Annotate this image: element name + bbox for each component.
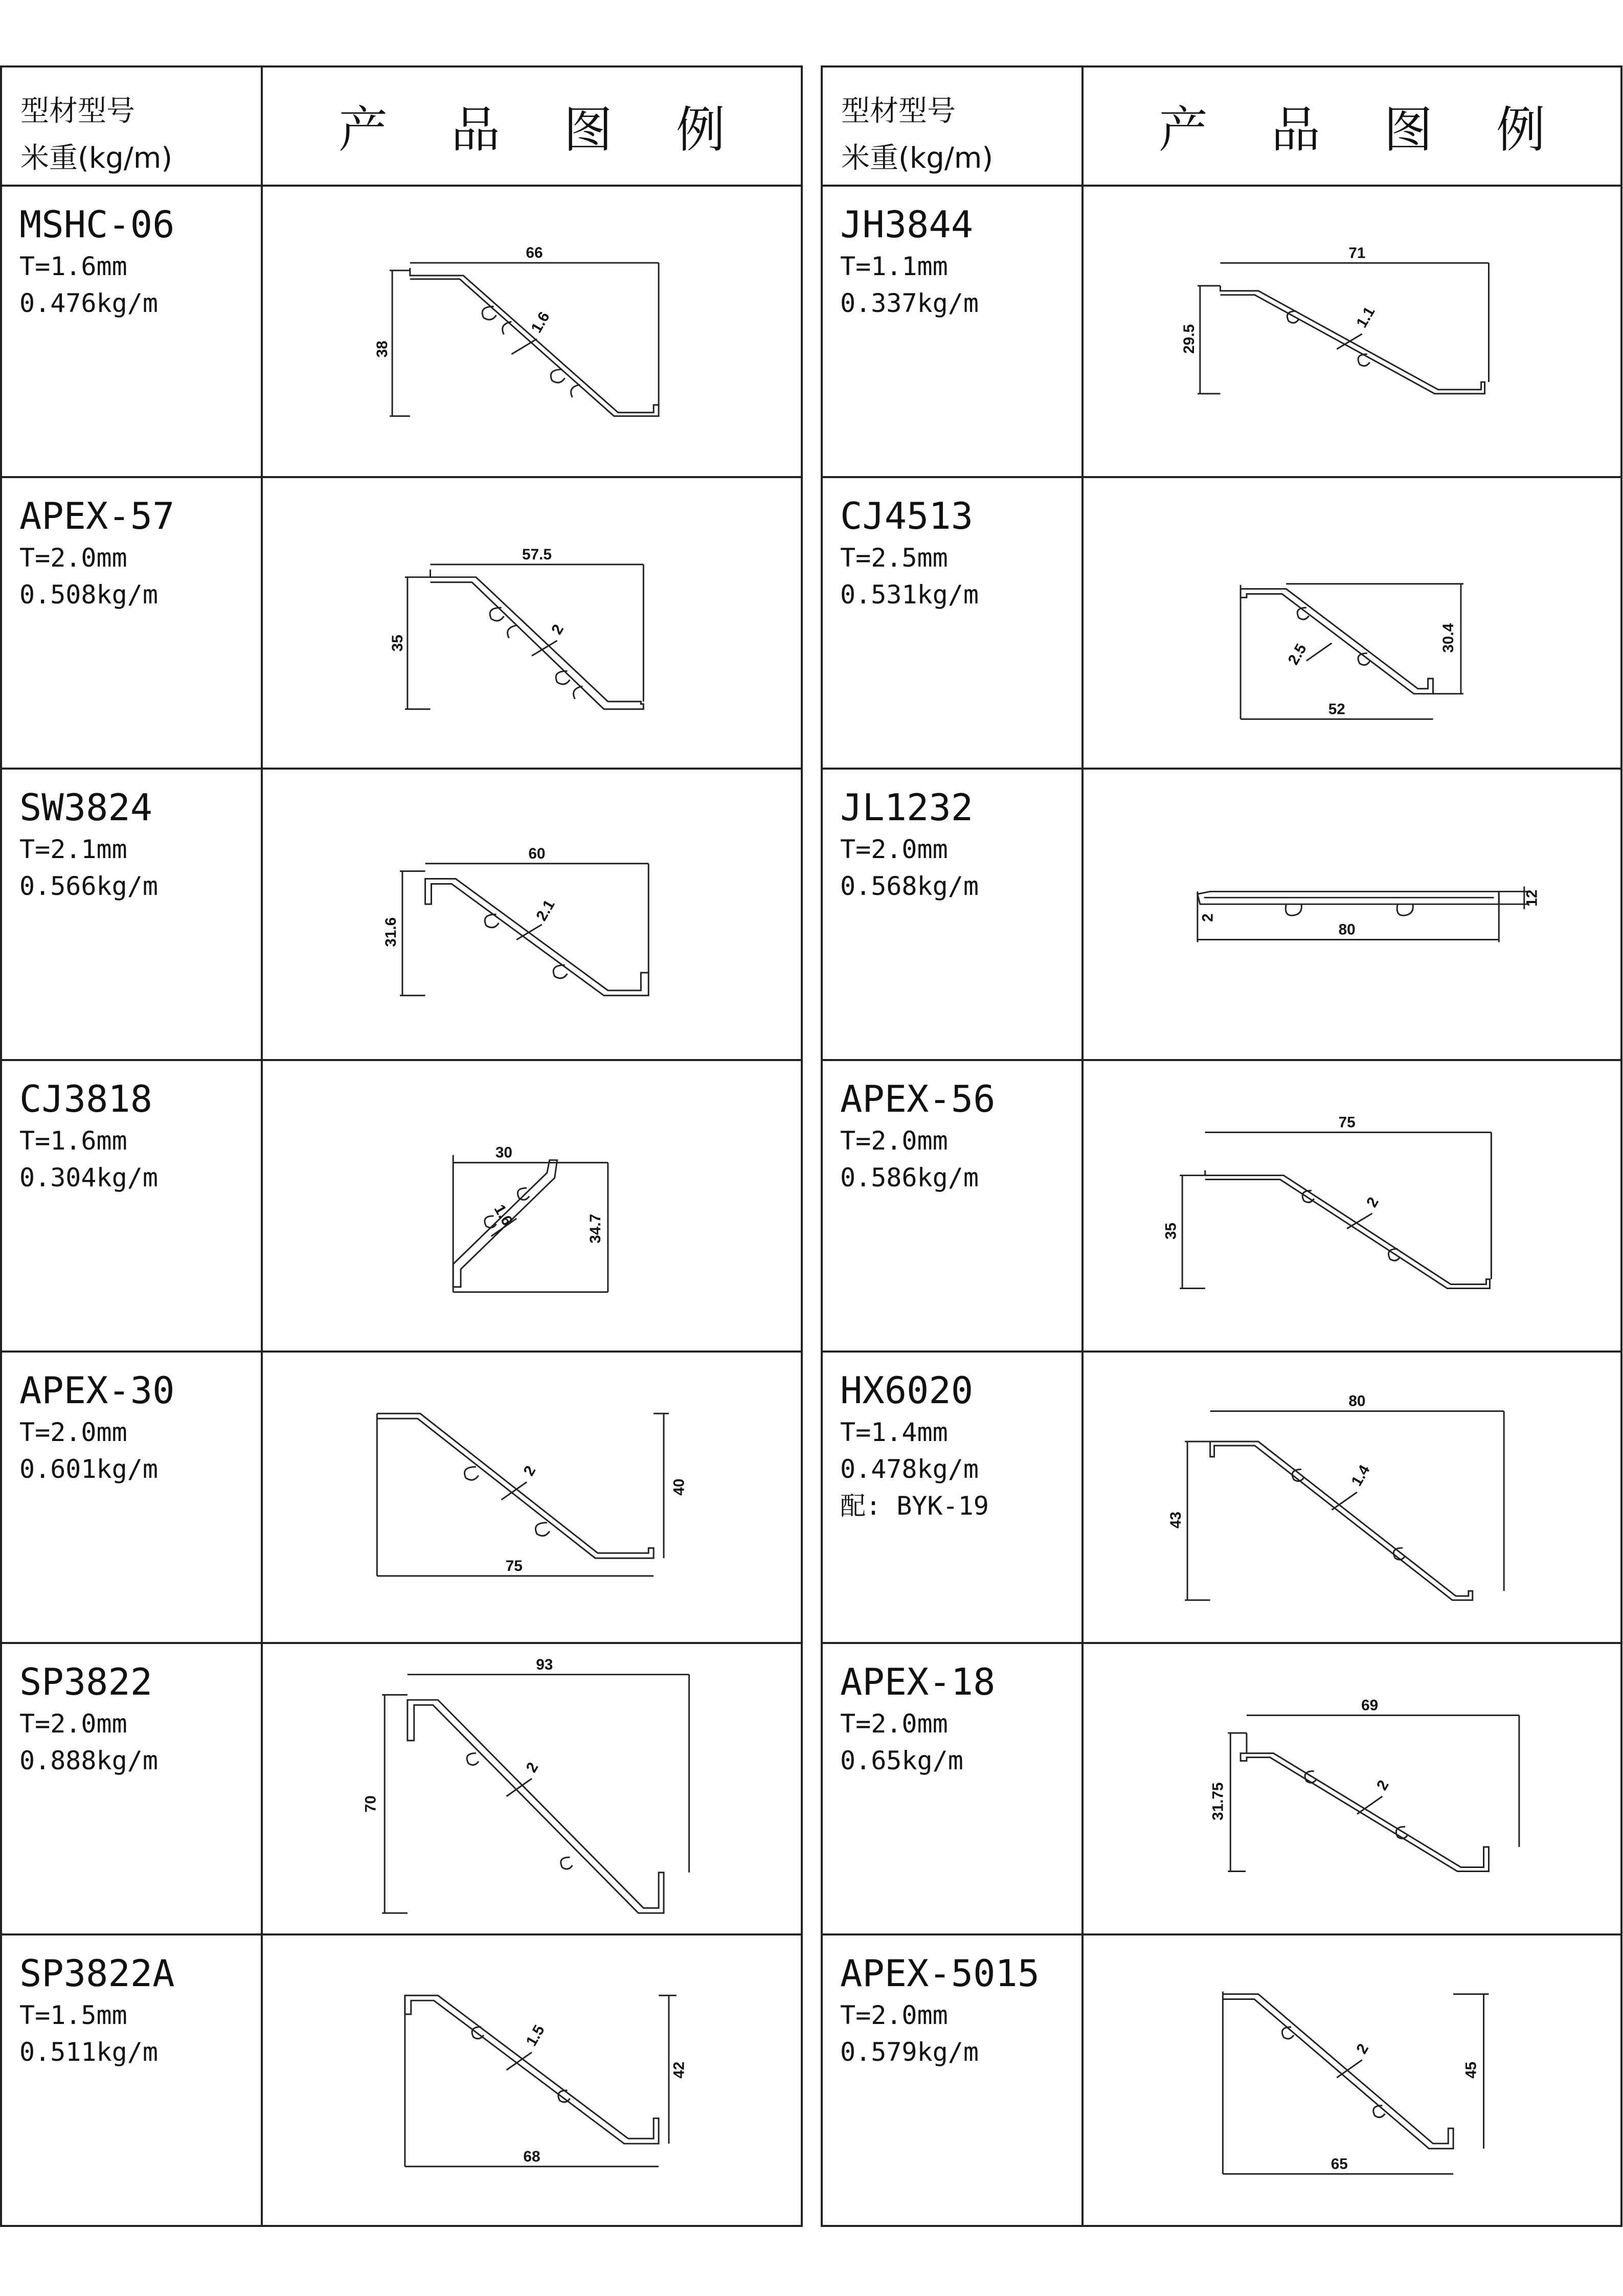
- profile-outline: [410, 268, 659, 416]
- profile-drawing: [263, 770, 801, 1059]
- title-char: 例: [676, 101, 725, 159]
- width-dim: 30: [495, 1144, 512, 1161]
- model-code: APEX-57: [19, 494, 175, 537]
- profile-drawing: [1084, 1644, 1620, 1933]
- thickness: T=1.6mm: [19, 252, 127, 281]
- thickness: T=2.0mm: [19, 1709, 127, 1739]
- height-dim: 70: [362, 1795, 379, 1813]
- product-row: [822, 477, 1621, 769]
- width-dim: 75: [505, 1557, 523, 1574]
- title-char: 产: [1159, 101, 1208, 159]
- weight: 0.586kg/m: [840, 1163, 979, 1192]
- model-code: SP3822: [19, 1660, 153, 1703]
- profile-hook: [1286, 904, 1413, 915]
- width-dim: 80: [1338, 921, 1356, 938]
- profile-drawing-cell: [1083, 1352, 1621, 1643]
- height-dim: 12: [1523, 889, 1541, 907]
- width-dim: 93: [536, 1656, 553, 1673]
- weight: 0.511kg/m: [19, 2037, 158, 2067]
- thickness-dim: 2.1: [533, 897, 558, 924]
- product-info: [822, 1643, 1083, 1934]
- profile-drawing: [1084, 187, 1620, 476]
- model-code: APEX-5015: [840, 1952, 1040, 1995]
- header-code-cell: [822, 66, 1083, 186]
- profile-drawing-cell: [1083, 477, 1621, 769]
- thickness-dim: 2: [548, 621, 567, 638]
- height-dim: 35: [389, 635, 406, 652]
- model-code: JL1232: [840, 786, 974, 829]
- thickness-dim: 2: [523, 1759, 542, 1775]
- height-dim: 45: [1462, 2061, 1480, 2079]
- product-info: [1, 1060, 262, 1352]
- profile-hook: [1282, 2027, 1385, 2118]
- weight: 0.888kg/m: [19, 1746, 158, 1775]
- header-weight-label: 米重(kg/m): [841, 142, 994, 175]
- product-info: [1, 1352, 262, 1643]
- height-dim: 29.5: [1180, 324, 1198, 354]
- thickness: T=2.0mm: [840, 2000, 948, 2030]
- thickness: T=1.1mm: [840, 252, 948, 281]
- width-dim: 75: [1338, 1114, 1356, 1131]
- profile-drawing-cell: [1083, 186, 1621, 477]
- width-dim: 57.5: [522, 546, 552, 563]
- thickness: T=2.0mm: [840, 835, 948, 864]
- thickness: T=1.6mm: [19, 1126, 127, 1156]
- profile-drawing: [1084, 478, 1620, 768]
- weight: 0.601kg/m: [19, 1454, 158, 1484]
- profile-drawing: [263, 478, 801, 768]
- width-dim: 52: [1328, 701, 1345, 718]
- profile-drawing: [1084, 1061, 1620, 1350]
- product-info: [822, 1060, 1083, 1352]
- weight: 0.476kg/m: [19, 288, 158, 318]
- model-code: APEX-30: [19, 1369, 175, 1412]
- title-char: 品: [451, 101, 500, 159]
- profile-drawing-cell: [262, 1352, 802, 1643]
- weight: 0.568kg/m: [840, 871, 979, 901]
- thickness-dim: 2: [1199, 913, 1216, 922]
- header-code-label: 型材型号: [841, 95, 956, 128]
- thickness-dim: 1.4: [1348, 1462, 1373, 1489]
- header-code-cell: [1, 66, 262, 186]
- profile-outline: [377, 1413, 653, 1558]
- title-char: 图: [563, 101, 613, 159]
- thickness-dim: 1.1: [1353, 304, 1379, 331]
- header-title-cell: [1083, 66, 1621, 186]
- model-code: JH3844: [840, 203, 974, 246]
- product-info: [822, 769, 1083, 1060]
- profile-drawing: [263, 1935, 801, 2225]
- profile-drawing-cell: [262, 477, 802, 769]
- product-row: [1, 1060, 802, 1352]
- product-row: [822, 1352, 1621, 1643]
- profile-drawing-cell: [262, 186, 802, 477]
- product-info: [1, 186, 262, 477]
- model-code: HX6020: [840, 1369, 974, 1412]
- weight: 0.579kg/m: [840, 2037, 979, 2067]
- thickness-dim: 2: [1373, 1777, 1392, 1793]
- profile-hook: [1292, 1470, 1405, 1560]
- weight: 0.337kg/m: [840, 288, 979, 318]
- profile-hook: [485, 914, 567, 978]
- height-dim: 42: [670, 2061, 688, 2079]
- width-dim: 68: [523, 2148, 540, 2165]
- profile-drawing: [1084, 1935, 1620, 2225]
- width-dim: 80: [1348, 1392, 1366, 1410]
- thickness: T=1.4mm: [840, 1417, 948, 1447]
- profile-drawing: [263, 1644, 801, 1933]
- product-row: [822, 1060, 1621, 1352]
- profile-hook: [482, 306, 580, 397]
- product-row: [1, 769, 802, 1060]
- weight: 0.304kg/m: [19, 1163, 158, 1192]
- width-dim: 65: [1331, 2155, 1348, 2173]
- width-dim: 71: [1348, 244, 1366, 262]
- product-info: [822, 1352, 1083, 1643]
- thickness-dim: 2: [1353, 2041, 1372, 2057]
- accessory-note: 配: BYK-19: [840, 1491, 989, 1521]
- product-table-right: [821, 65, 1622, 2227]
- height-dim: 31.6: [382, 917, 400, 947]
- profile-hook: [465, 1467, 550, 1536]
- width-dim: 69: [1361, 1697, 1379, 1714]
- profile-outline: [1210, 1442, 1473, 1600]
- width-dim: 60: [528, 845, 546, 862]
- model-code: APEX-56: [840, 1077, 996, 1120]
- profile-drawing: [263, 187, 801, 476]
- product-info: [822, 1934, 1083, 2226]
- profile-outline: [405, 1995, 659, 2144]
- weight: 0.65kg/m: [840, 1746, 963, 1775]
- profile-drawing: [263, 1061, 801, 1350]
- height-dim: 30.4: [1440, 623, 1457, 653]
- height-dim: 38: [374, 341, 391, 358]
- header-code-label: 型材型号: [20, 95, 135, 128]
- profile-hook: [467, 1753, 572, 1869]
- thickness-dim: 1.6: [490, 1201, 516, 1229]
- profile-drawing: [1084, 1353, 1620, 1642]
- profile-drawing-cell: [262, 1060, 802, 1352]
- title-char: 例: [1496, 101, 1545, 159]
- profile-drawing: [263, 1353, 801, 1642]
- product-info: [1, 1934, 262, 2226]
- product-row: [1, 477, 802, 769]
- product-row: [822, 1643, 1621, 1934]
- model-code: CJ4513: [840, 494, 974, 537]
- profile-outline: [1205, 1170, 1490, 1289]
- height-dim: 43: [1167, 1512, 1185, 1529]
- height-dim: 31.75: [1209, 1782, 1227, 1820]
- height-dim: 34.7: [587, 1213, 604, 1244]
- product-row: [822, 1934, 1621, 2226]
- title-char: 产: [339, 101, 388, 159]
- model-code: SP3822A: [19, 1952, 175, 1995]
- model-code: APEX-18: [840, 1660, 996, 1703]
- product-table-left: [0, 65, 803, 2227]
- profile-outline: [425, 879, 649, 996]
- product-info: [1, 1643, 262, 1934]
- height-dim: 35: [1162, 1223, 1180, 1240]
- thickness: T=2.0mm: [19, 1417, 127, 1447]
- weight: 0.478kg/m: [840, 1454, 979, 1484]
- thickness: T=2.5mm: [840, 543, 948, 573]
- profile-drawing-cell: [262, 769, 802, 1060]
- profile-outline: [408, 1700, 664, 1913]
- thickness-dim: 1.6: [528, 309, 553, 336]
- profile-outline: [1223, 1994, 1453, 2149]
- product-row: [822, 769, 1621, 1060]
- header-weight-label: 米重(kg/m): [20, 142, 173, 175]
- product-info: [1, 477, 262, 769]
- weight: 0.508kg/m: [19, 580, 158, 610]
- model-code: SW3824: [19, 786, 153, 829]
- profile-outline: [1241, 1733, 1489, 1871]
- thickness-dim: 2: [1363, 1194, 1382, 1210]
- profile-hook: [1297, 607, 1370, 665]
- product-info: [822, 477, 1083, 769]
- thickness-dim: 2.5: [1284, 641, 1310, 668]
- thickness-dim: 2: [520, 1462, 539, 1479]
- thickness: T=2.0mm: [840, 1126, 948, 1156]
- profile-drawing-cell: [1083, 1643, 1621, 1934]
- product-row: [1, 1643, 802, 1934]
- height-dim: 40: [670, 1478, 688, 1496]
- profile-drawing-cell: [1083, 1060, 1621, 1352]
- profile-drawing: [1084, 770, 1620, 1059]
- product-info: [822, 186, 1083, 477]
- profile-outline: [431, 570, 644, 709]
- model-code: CJ3818: [19, 1077, 153, 1120]
- thickness: T=2.0mm: [840, 1709, 948, 1739]
- product-row: [1, 186, 802, 477]
- title-char: 图: [1384, 101, 1433, 159]
- product-row: [1, 1352, 802, 1643]
- width-dim: 66: [526, 244, 543, 262]
- profile-drawing-cell: [1083, 769, 1621, 1060]
- product-row: [822, 186, 1621, 477]
- profile-drawing-cell: [262, 1643, 802, 1934]
- thickness: T=2.0mm: [19, 543, 127, 573]
- weight: 0.531kg/m: [840, 580, 979, 610]
- weight: 0.566kg/m: [19, 871, 158, 901]
- header-title-cell: [262, 66, 802, 186]
- product-info: [1, 769, 262, 1060]
- thickness-dim: 1.5: [523, 2022, 548, 2049]
- profile-outline: [1198, 891, 1499, 904]
- thickness: T=1.5mm: [19, 2000, 127, 2030]
- thickness: T=2.1mm: [19, 835, 127, 864]
- title-char: 品: [1271, 101, 1320, 159]
- model-code: MSHC-06: [19, 203, 175, 246]
- product-row: [1, 1934, 802, 2226]
- profile-drawing-cell: [1083, 1934, 1621, 2226]
- profile-outline: [1241, 589, 1433, 694]
- profile-drawing-cell: [262, 1934, 802, 2226]
